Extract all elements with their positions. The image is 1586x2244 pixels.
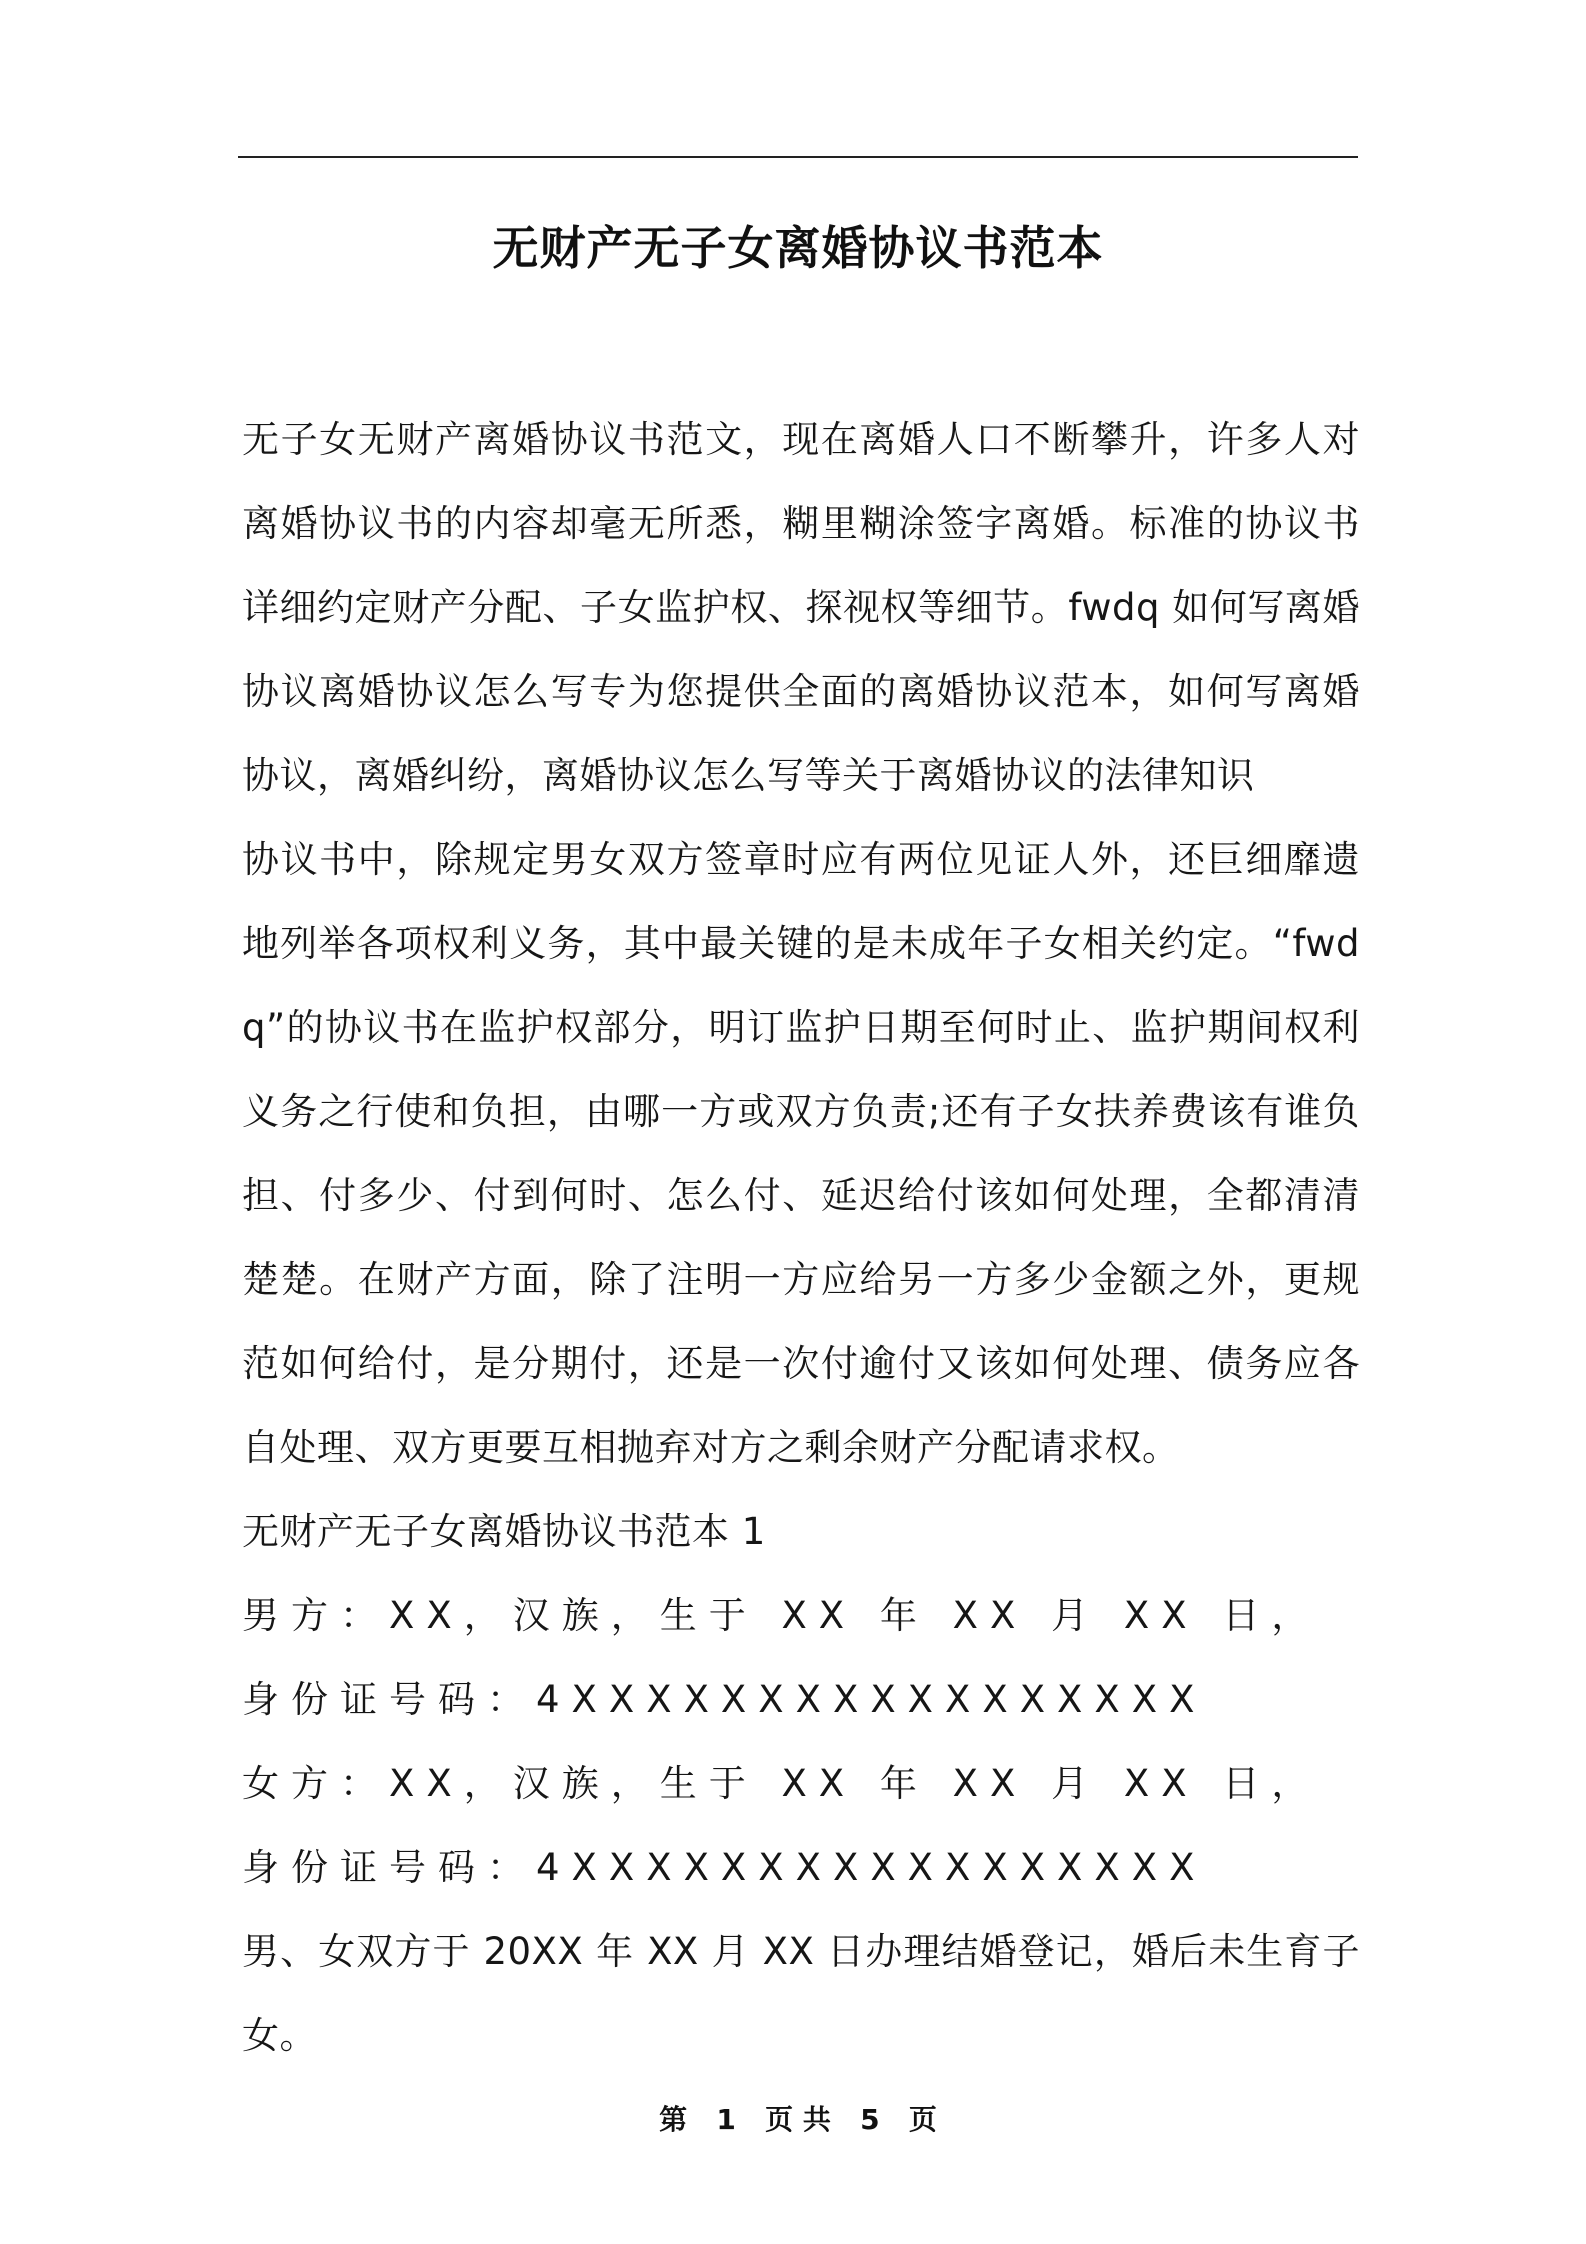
total-pages-number: 5 (860, 2103, 880, 2136)
footer-middle: 页 共 (765, 2103, 831, 2136)
sample-heading: 无财产无子女离婚协议书范本 1 (242, 1510, 766, 1553)
current-page-number: 1 (716, 2103, 736, 2136)
document-body (242, 398, 1360, 2078)
intro-paragraph: 无子女无财产离婚协议书范文，现在离婚人口不断攀升，许多人对离婚协议书的内容却毫无所悉，糊里糊涂签字离婚。标准的协议书详细约定财产分配、子女监护权、探视权等细节。fwdq 如何写离婚协议离婚协议怎么写专为您提供全面的离婚协议范本，如何写离婚协议，离婚纠纷，离婚协议怎么写等关于离婚协议的法律知识 (242, 418, 1360, 797)
male-party-info: 男方：XX，汉族，生于 XX 年 XX 月 XX 日，身份证号码：4XXXXXXXXXXXXXXXXX (242, 1594, 1321, 1721)
document-title: 无财产无子女离婚协议书范本 (492, 221, 1104, 275)
female-party-info: 女方：XX，汉族，生于 XX 年 XX 月 XX 日，身份证号码：4XXXXXXXXXXXXXXXXX (242, 1762, 1321, 1889)
agreement-content-paragraph: 协议书中，除规定男女双方签章时应有两位见证人外，还巨细靡遗地列举各项权利义务，其中最关键的是未成年子女相关约定。“fwdq”的协议书在监护权部分，明订监护日期至何时止、监护期间权利义务之行使和负担，由哪一方或双方负责;还有子女扶养费该有谁负担、付多少、付到何时、怎么付、延迟给付该如何处理，全都清清楚楚。在财产方面，除了注明一方应给另一方多少金额之外，更规范如何给付，是分期付，还是一次付逾付又该如何处理、债务应各自处理、双方更要互相抛弃对方之剩余财产分配请求权。 (242, 838, 1360, 1469)
marriage-registration-paragraph: 男、女双方于 20XX 年 XX 月 XX 日办理结婚登记，婚后未生育子女。 (242, 1930, 1360, 2057)
footer-prefix: 第 (659, 2103, 688, 2136)
header-rule (238, 156, 1358, 158)
footer-suffix: 页 (908, 2103, 937, 2136)
page-footer (238, 2098, 1358, 2138)
